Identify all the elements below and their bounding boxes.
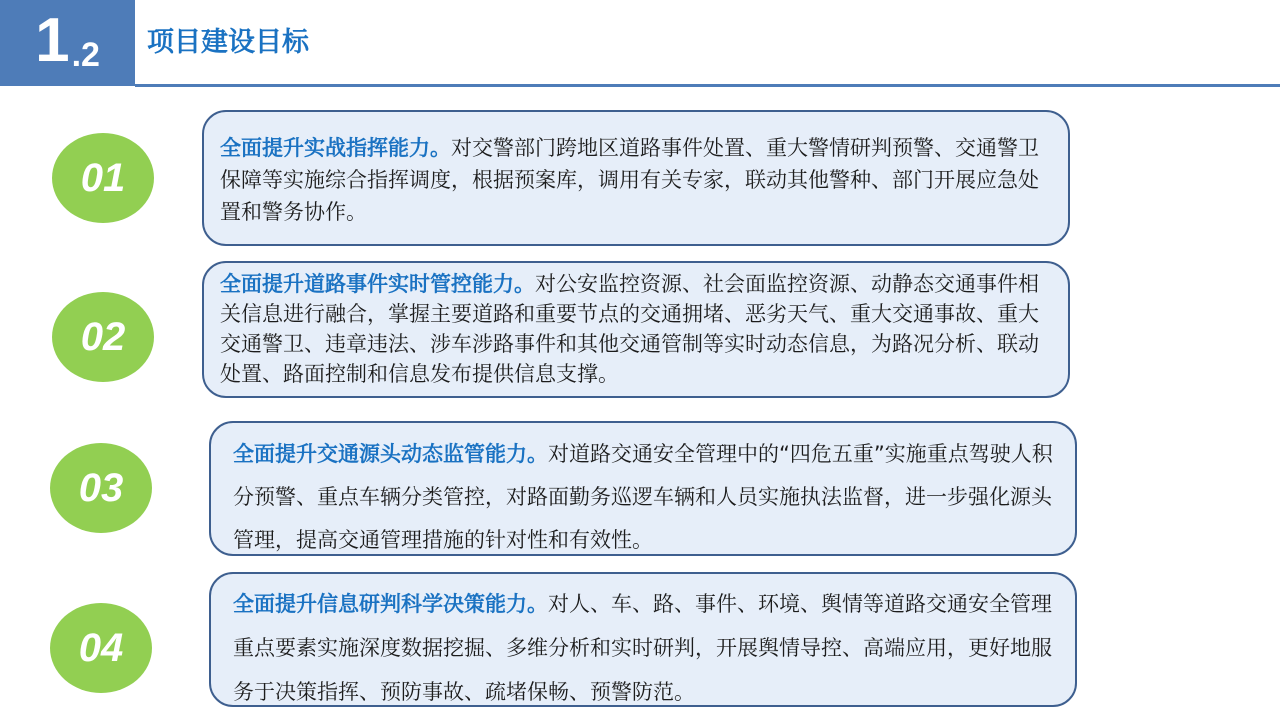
item-number-badge-04: 04 — [50, 603, 152, 693]
item-number-badge-02: 02 — [52, 292, 154, 382]
goal-card-lead-01: 全面提升实战指挥能力。 — [220, 136, 451, 160]
goal-card-text-01 — [220, 132, 1052, 228]
goal-card-body-04: 对人、车、路、事件、环境、舆情等道路交通安全管理重点要素实施深度数据挖掘、多维分析和实时研判，开展舆情导控、高端应用，更好地服务于决策指挥、预防事故、疏堵保畅、预警防范。 — [233, 592, 1052, 704]
goal-card-body-02: 对公安监控资源、社会面监控资源、动静态交通事件相关信息进行融合，掌握主要道路和重要节点的交通拥堵、恶劣天气、重大交通事故、重大交通警卫、违章违法、涉车涉路事件和其他交通管制等实时动态信息，为路况分析、联动处置、路面控制和信息发布提供信息支撑。 — [220, 272, 1039, 386]
goal-card-text-02 — [220, 269, 1052, 389]
item-number-badge-01: 01 — [52, 133, 154, 223]
goal-card-lead-04: 全面提升信息研判科学决策能力。 — [233, 592, 548, 616]
section-number-main: 1 — [35, 6, 70, 75]
header-divider — [135, 84, 1280, 87]
page-title: 项目建设目标 — [147, 27, 309, 58]
goal-card-body-03: 对道路交通安全管理中的“四危五重”实施重点驾驶人积分预警、重点车辆分类管控，对路面勤务巡逻车辆和人员实施执法监督，进一步强化源头管理，提高交通管理措施的针对性和有效性。 — [233, 442, 1053, 552]
section-number-sub: .2 — [71, 36, 100, 74]
goal-card-body-01: 对交警部门跨地区道路事件处置、重大警情研判预警、交通警卫保障等实施综合指挥调度，根据预案库，调用有关专家，联动其他警种、部门开展应急处置和警务协作。 — [220, 136, 1039, 224]
goal-card-01 — [202, 110, 1070, 246]
goal-card-04 — [209, 572, 1077, 707]
section-number-block — [0, 0, 135, 86]
goal-card-text-03 — [233, 433, 1053, 556]
goal-card-03 — [209, 421, 1077, 556]
goal-card-lead-03: 全面提升交通源头动态监管能力。 — [233, 442, 548, 466]
goal-card-text-04 — [233, 582, 1053, 707]
item-number-badge-03: 03 — [50, 443, 152, 533]
goal-card-02 — [202, 261, 1070, 398]
goal-card-lead-02: 全面提升道路事件实时管控能力。 — [220, 272, 535, 296]
